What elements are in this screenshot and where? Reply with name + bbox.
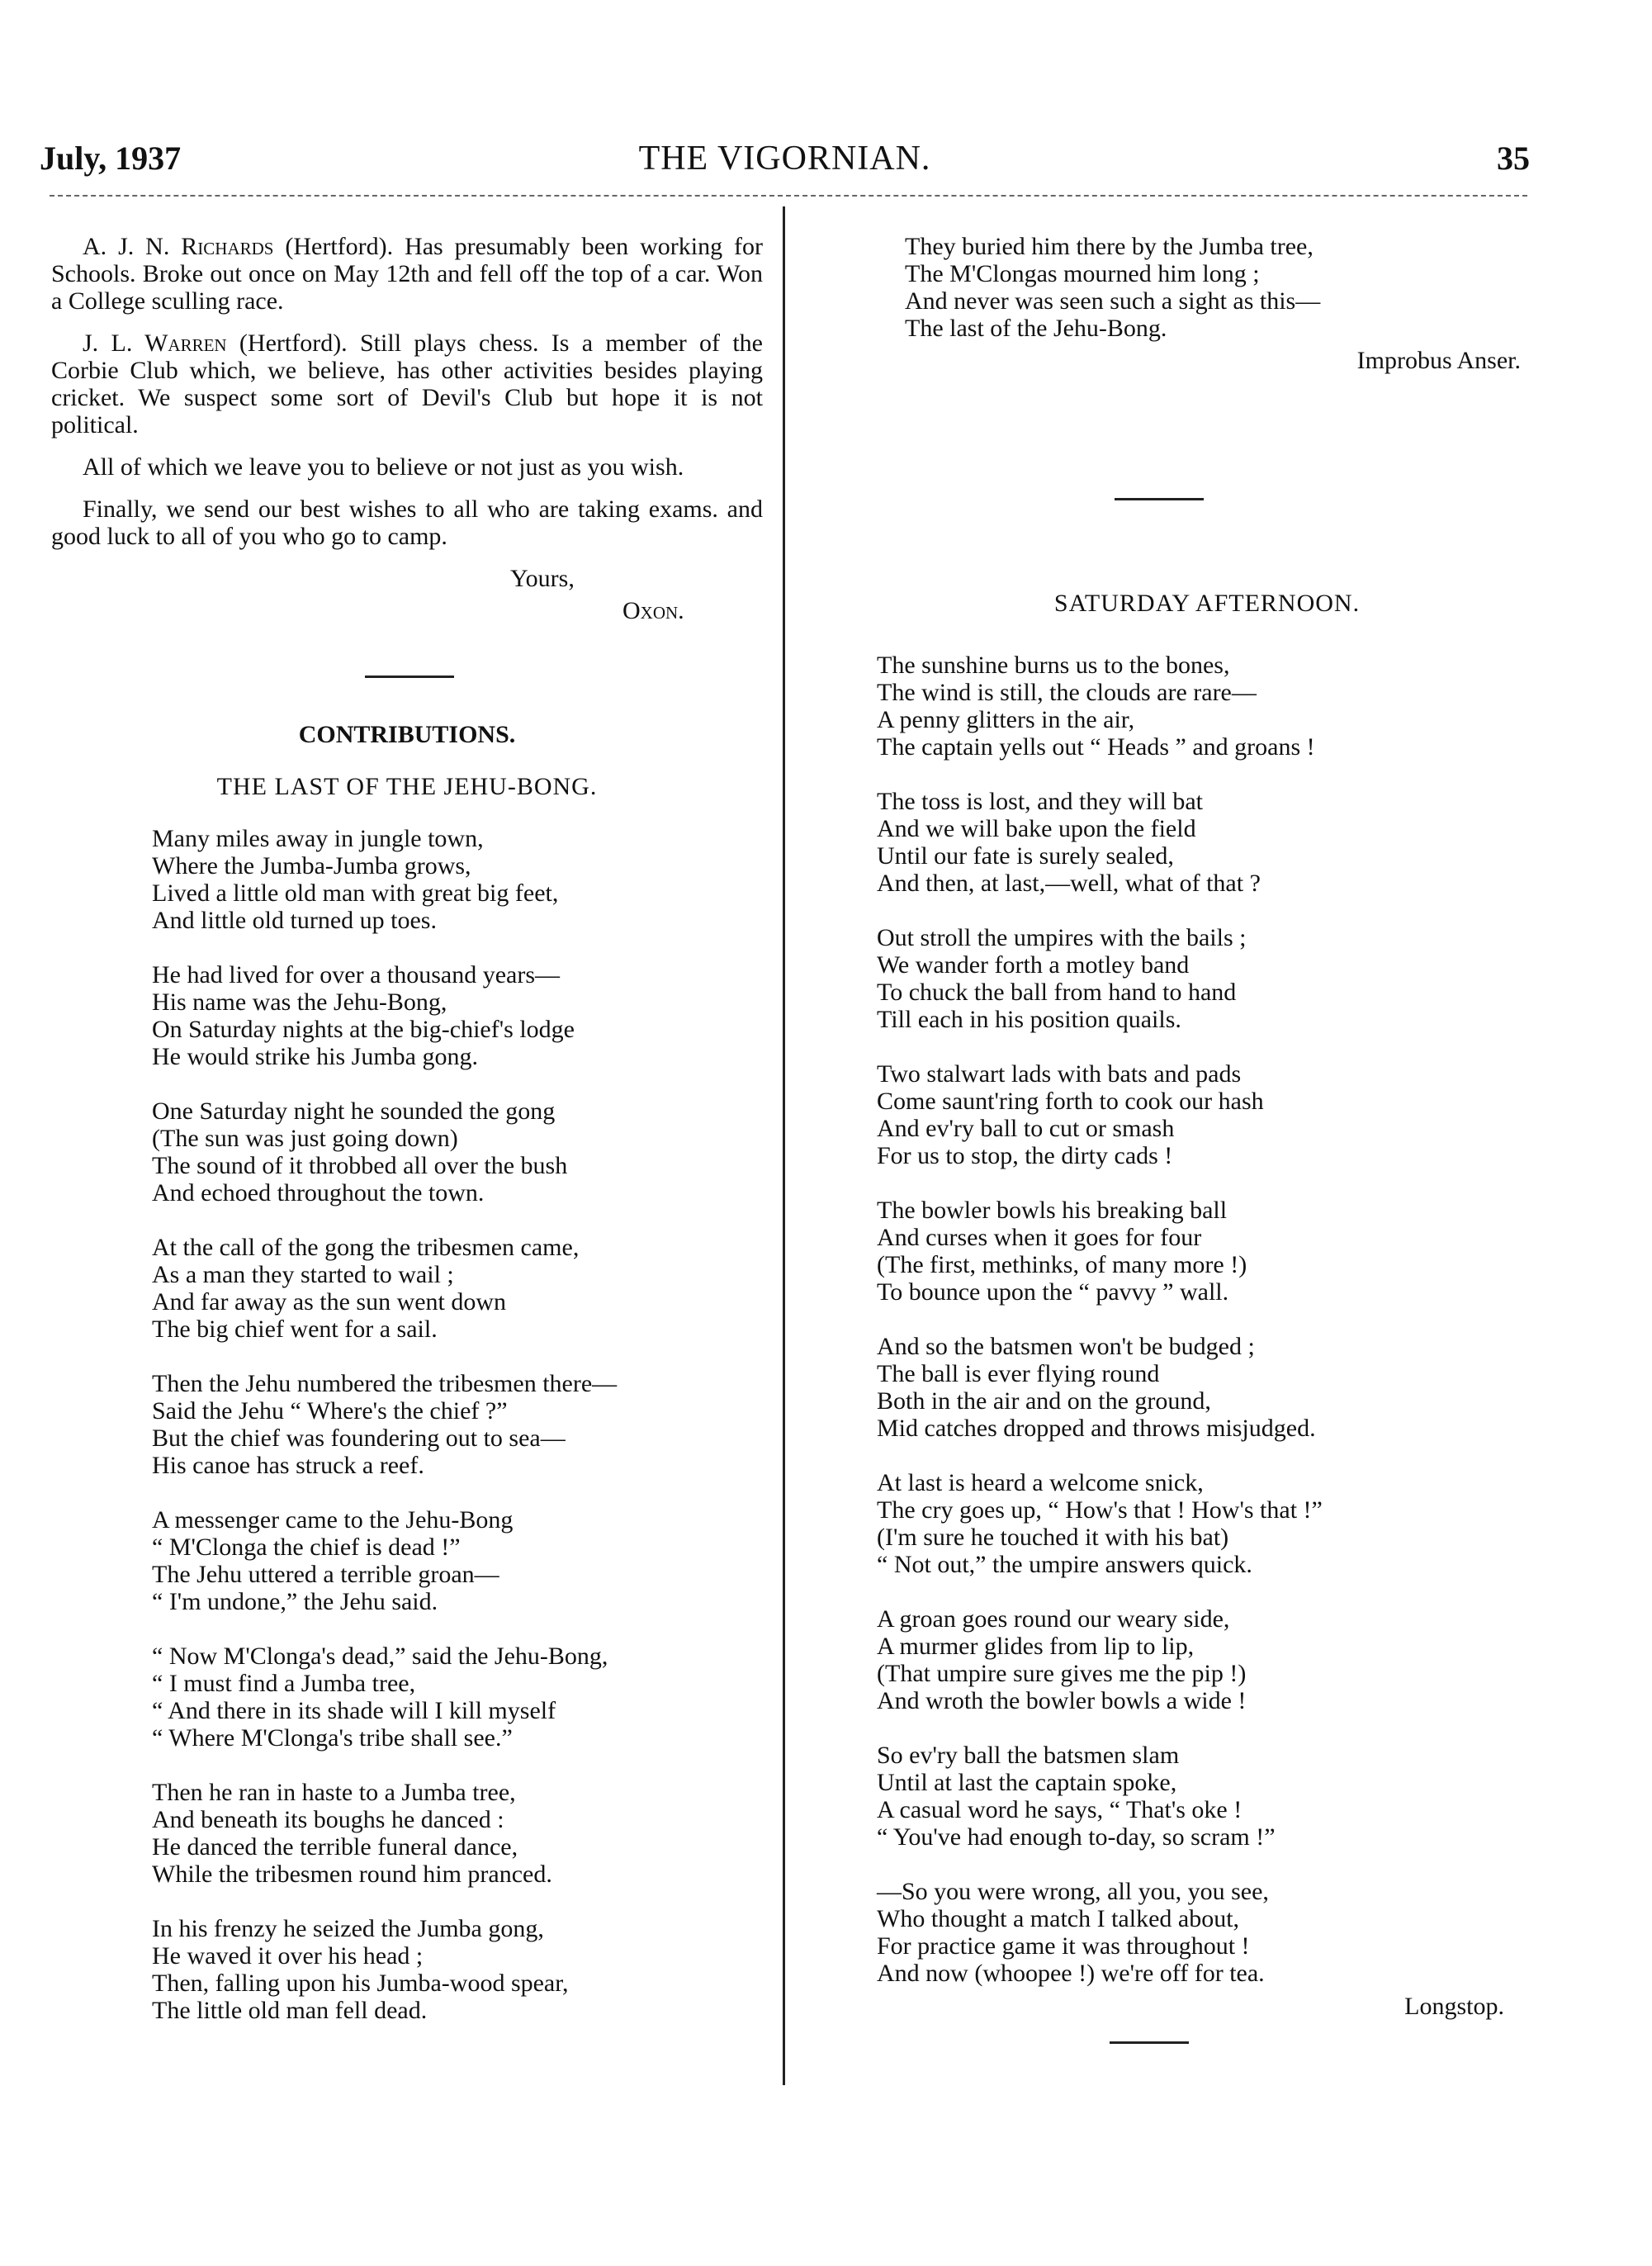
- poem-line: The captain yells out “ Heads ” and groans !: [877, 733, 1315, 761]
- poem-line: We wander forth a motley band: [877, 951, 1190, 979]
- poem-stanza: [877, 652, 1537, 761]
- paragraph-text: (Hertford). Has presumably been working for Schools. Broke out once on May 12th and fell off the top of a car. Won a College sculling race.: [51, 233, 763, 315]
- poem-line: Who thought a match I talked about,: [877, 1905, 1240, 1932]
- paragraph-text: (Hertford). Still plays chess. Is a member of the Corbie Club which, we believe, has other activities besides playing cricket. We suspect some sort of Devil's Club but hope it is not political.: [51, 329, 763, 439]
- poem-line: Where the Jumba-Jumba grows,: [152, 852, 471, 879]
- poem-line: “ I'm undone,” the Jehu said.: [152, 1588, 438, 1615]
- poem-line: To bounce upon the “ pavvy ” wall.: [877, 1278, 1229, 1306]
- poem-line: While the tribesmen round him pranced.: [152, 1861, 552, 1888]
- poem-line: And echoed throughout the town.: [152, 1179, 485, 1206]
- poem-stanzas: [877, 652, 1537, 1987]
- poem-line: Then the Jehu numbered the tribesmen there—: [152, 1370, 618, 1397]
- poem-stanza: [877, 1469, 1537, 1578]
- poem-line: Until our fate is surely sealed,: [877, 842, 1174, 870]
- poem-line: The ball is ever flying round: [877, 1360, 1160, 1387]
- column-divider: [783, 206, 785, 2085]
- poem-line: (The sun was just going down): [152, 1125, 458, 1152]
- poem-line: They buried him there by the Jumba tree,: [905, 233, 1314, 260]
- poem-stanza: [152, 961, 763, 1070]
- poem-line: The toss is lost, and they will bat: [877, 788, 1203, 815]
- poem-line: The bowler bowls his breaking ball: [877, 1197, 1228, 1224]
- poem-stanza: [877, 788, 1537, 897]
- poem-author: Improbus Anser.: [1356, 347, 1521, 374]
- poem-stanza: [152, 1779, 763, 1888]
- page-header: [40, 139, 1530, 188]
- header-rule: [50, 195, 1527, 197]
- poem-stanza: [877, 1333, 1537, 1442]
- poem-line: Until at last the captain spoke,: [877, 1769, 1177, 1796]
- poem-line: In his frenzy he seized the Jumba gong,: [152, 1915, 544, 1942]
- poem-stanza: [877, 1878, 1537, 1987]
- poem-stanza: [152, 1370, 763, 1479]
- section-divider: [1110, 2041, 1189, 2044]
- contributions-heading: CONTRIBUTIONS.: [298, 721, 516, 748]
- poem-line: Then he ran in haste to a Jumba tree,: [152, 1779, 516, 1806]
- poem-stanza: [152, 1097, 763, 1206]
- poem-stanza: [152, 1506, 763, 1615]
- poem-line: For us to stop, the dirty cads !: [877, 1142, 1173, 1169]
- poem-line: And far away as the sun went down: [152, 1288, 507, 1316]
- poem-line: “ Now M'Clonga's dead,” said the Jehu-Bong,: [152, 1643, 608, 1670]
- poem-line: The last of the Jehu-Bong.: [905, 315, 1167, 342]
- poem-line: A casual word he says, “ That's oke !: [877, 1796, 1243, 1823]
- poem-line: (That umpire sure gives me the pip !): [877, 1660, 1247, 1687]
- poem-line: Mid catches dropped and throws misjudged.: [877, 1415, 1316, 1442]
- right-column: [877, 233, 1537, 2044]
- news-paragraph-richards: [51, 233, 763, 315]
- poem-stanza: [877, 1060, 1537, 1169]
- poem-line: And we will bake upon the field: [877, 815, 1196, 842]
- poem-line: As a man they started to wail ;: [152, 1261, 454, 1288]
- poem-stanza: [877, 1605, 1537, 1714]
- poem-line: So ev'ry ball the batsmen slam: [877, 1742, 1180, 1769]
- poem-author: Longstop.: [1404, 1993, 1504, 2020]
- publication-title: THE VIGORNIAN.: [638, 140, 931, 178]
- issue-date: July, 1937: [40, 140, 182, 177]
- person-name: A. J. N. Richards: [83, 233, 274, 260]
- poem-stanza: [877, 924, 1537, 1033]
- poem-stanzas: [51, 825, 763, 2024]
- poem-line: The cry goes up, “ How's that ! How's that !”: [877, 1496, 1323, 1524]
- poem-line: And beneath its boughs he danced :: [152, 1806, 504, 1833]
- poem-line: And wroth the bowler bowls a wide !: [877, 1687, 1247, 1714]
- news-paragraph-warren: [51, 329, 763, 439]
- signoff-oxon: Oxon.: [622, 597, 684, 624]
- poem-line: “ M'Clonga the chief is dead !”: [152, 1534, 461, 1561]
- section-divider: [1115, 498, 1204, 500]
- poem-stanza: [877, 1742, 1537, 1851]
- poem-line: Said the Jehu “ Where's the chief ?”: [152, 1397, 508, 1425]
- poem-line: “ Where M'Clonga's tribe shall see.”: [152, 1724, 513, 1752]
- poem-stanza: [152, 1643, 763, 1752]
- poem-line: “ I must find a Jumba tree,: [152, 1670, 416, 1697]
- section-divider: [365, 676, 454, 678]
- poem-line: The wind is still, the clouds are rare—: [877, 679, 1257, 706]
- poem-line: Out stroll the umpires with the bails ;: [877, 924, 1247, 951]
- poem-line: (I'm sure he touched it with his bat): [877, 1524, 1229, 1551]
- poem-line: His name was the Jehu-Bong,: [152, 988, 447, 1016]
- signoff-yours: Yours,: [510, 565, 575, 592]
- poem-line: At last is heard a welcome snick,: [877, 1469, 1204, 1496]
- poem-ending-stanza: [905, 233, 1537, 342]
- poem-title: THE LAST OF THE JEHU-BONG.: [216, 773, 598, 800]
- poem-line: At the call of the gong the tribesmen came,: [152, 1234, 580, 1261]
- wishes-paragraph: Finally, we send our best wishes to all who are taking exams. and good luck to all of you who go to camp.: [51, 495, 763, 550]
- poem-stanza: [152, 1915, 763, 2024]
- poem-line: “ You've had enough to-day, so scram !”: [877, 1823, 1276, 1851]
- poem-line: To chuck the ball from hand to hand: [877, 979, 1237, 1006]
- poem-line: The sound of it throbbed all over the bush: [152, 1152, 568, 1179]
- poem-line: And curses when it goes for four: [877, 1224, 1202, 1251]
- poem-line: A penny glitters in the air,: [877, 706, 1135, 733]
- poem-line: The big chief went for a sail.: [152, 1316, 438, 1343]
- page-number: 35: [1497, 140, 1530, 177]
- poem-line: “ Not out,” the umpire answers quick.: [877, 1551, 1252, 1578]
- poem-stanza: [877, 1197, 1537, 1306]
- left-column: [51, 233, 763, 2051]
- poem-stanza: [152, 825, 763, 934]
- poem-line: And now (whoopee !) we're off for tea.: [877, 1960, 1265, 1987]
- poem-line: One Saturday night he sounded the gong: [152, 1097, 556, 1125]
- poem-line: Two stalwart lads with bats and pads: [877, 1060, 1242, 1088]
- poem-line: And never was seen such a sight as this—: [905, 287, 1321, 315]
- poem-line: He would strike his Jumba gong.: [152, 1043, 478, 1070]
- poem-title: SATURDAY AFTERNOON.: [1053, 590, 1361, 617]
- poem-line: And so the batsmen won't be budged ;: [877, 1333, 1255, 1360]
- poem-line: A murmer glides from lip to lip,: [877, 1633, 1195, 1660]
- closing-paragraph: All of which we leave you to believe or not just as you wish.: [83, 453, 684, 481]
- person-name: J. L. Warren: [83, 329, 227, 357]
- poem-line: The sunshine burns us to the bones,: [877, 652, 1230, 679]
- poem-line: A groan goes round our weary side,: [877, 1605, 1230, 1633]
- poem-stanza: [152, 1234, 763, 1343]
- poem-line: But the chief was foundering out to sea—: [152, 1425, 566, 1452]
- poem-line: Then, falling upon his Jumba-wood spear,: [152, 1970, 569, 1997]
- poem-line: The little old man fell dead.: [152, 1997, 428, 2024]
- poem-line: Both in the air and on the ground,: [877, 1387, 1211, 1415]
- poem-line: A messenger came to the Jehu-Bong: [152, 1506, 514, 1534]
- poem-line: The Jehu uttered a terrible groan—: [152, 1561, 499, 1588]
- poem-line: His canoe has struck a reef.: [152, 1452, 424, 1479]
- poem-line: On Saturday nights at the big-chief's lodge: [152, 1016, 575, 1043]
- poem-line: And little old turned up toes.: [152, 907, 437, 934]
- poem-line: And then, at last,—well, what of that ?: [877, 870, 1261, 897]
- poem-line: The M'Clongas mourned him long ;: [905, 260, 1260, 287]
- poem-line: Come saunt'ring forth to cook our hash: [877, 1088, 1264, 1115]
- poem-line: Many miles away in jungle town,: [152, 825, 484, 852]
- poem-line: For practice game it was throughout !: [877, 1932, 1250, 1960]
- poem-line: “ And there in its shade will I kill myself: [152, 1697, 556, 1724]
- poem-line: And ev'ry ball to cut or smash: [877, 1115, 1175, 1142]
- poem-line: —So you were wrong, all you, you see,: [877, 1878, 1269, 1905]
- poem-line: (The first, methinks, of many more !): [877, 1251, 1247, 1278]
- poem-line: Till each in his position quails.: [877, 1006, 1181, 1033]
- poem-line: He had lived for over a thousand years—: [152, 961, 561, 988]
- poem-line: Lived a little old man with great big feet,: [152, 879, 559, 907]
- poem-line: He danced the terrible funeral dance,: [152, 1833, 518, 1861]
- poem-line: He waved it over his head ;: [152, 1942, 424, 1970]
